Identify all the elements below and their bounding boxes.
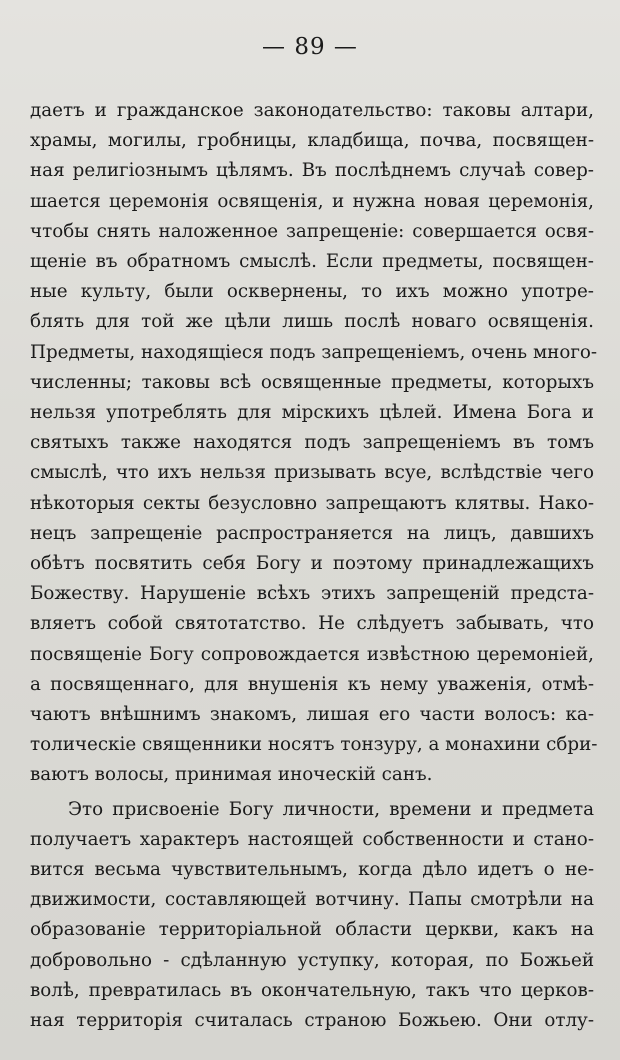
text-line: волѣ, превратилась въ окончательную, такъ что церков- bbox=[30, 979, 594, 1001]
text-line: ные культу, были осквернены, то ихъ можно употре- bbox=[30, 281, 594, 303]
text-line: а посвященнаго, для внушенія къ нему уваженія, отмѣ- bbox=[30, 673, 594, 695]
text-line: даетъ и гражданское законодательство: таковы алтари, bbox=[30, 100, 594, 121]
text-line: численны; таковы всѣ освященные предметы, которыхъ bbox=[30, 371, 594, 393]
text-line: ная территорія считалась страною Божьею. Они отлу- bbox=[30, 1010, 594, 1032]
text-line: шается церемонія освященія, и нужна новая церемонія, bbox=[30, 190, 594, 212]
text-line: ваютъ волосы, принимая иноческій санъ. bbox=[30, 764, 433, 786]
text-line: обѣтъ посвятить себя Богу и поэтому принадлежащихъ bbox=[30, 553, 594, 575]
text-line: вится весьма чувствительнымъ, когда дѣло идетъ о не- bbox=[30, 859, 594, 881]
text-line: Это присвоеніе Богу личности, времени и предмета bbox=[68, 798, 594, 820]
text-line: чтобы снять наложенное запрещеніе: совершается освя- bbox=[30, 220, 594, 242]
text-line: движимости, составляющей вотчину. Папы смотрѣли на bbox=[30, 889, 594, 911]
text-line: щеніе въ обратномъ смыслѣ. Если предметы, посвящен- bbox=[30, 251, 594, 273]
text-line: чаютъ внѣшнимъ знакомъ, лишая его части волосъ: ка- bbox=[30, 704, 594, 726]
text-line: Божеству. Нарушеніе всѣхъ этихъ запрещеній предста- bbox=[30, 583, 594, 605]
text-line: добровольно - сдѣланную уступку, которая, по Божьей bbox=[30, 949, 594, 971]
text-line: нельзя употреблять для мірскихъ цѣлей. Имена Бога и bbox=[30, 402, 594, 424]
text-line: храмы, могилы, гробницы, кладбища, почва, посвящен- bbox=[30, 130, 594, 152]
text-line: святыхъ также находятся подъ запрещеніемъ въ томъ bbox=[30, 432, 594, 454]
body-text bbox=[30, 96, 598, 1036]
text-line: нѣкоторыя секты безусловно запрещаютъ клятвы. Нако- bbox=[30, 492, 594, 514]
text-line: смыслѣ, что ихъ нельзя призывать всуе, вслѣдствіе чего bbox=[30, 462, 594, 484]
text-line: блять для той же цѣли лишь послѣ новаго освященія. bbox=[30, 311, 594, 333]
paragraph-2 bbox=[30, 795, 594, 1037]
text-line: нецъ запрещеніе распространяется на лицъ, давшихъ bbox=[30, 522, 594, 544]
text-line: Предметы, находящіеся подъ запрещеніемъ, очень много- bbox=[30, 341, 598, 363]
paragraph-1 bbox=[30, 96, 598, 791]
text-line: образованіе территоріальной области церкви, какъ на bbox=[30, 919, 594, 941]
text-line: посвященіе Богу сопровождается извѣстною церемоніей, bbox=[30, 643, 594, 665]
text-line: толическіе священники носятъ тонзуру, а монахини сбри- bbox=[30, 734, 598, 756]
text-line: вляетъ собой святотатство. Не слѣдуетъ забывать, что bbox=[30, 613, 594, 635]
text-line: получаетъ характеръ настоящей собственности и стано- bbox=[30, 828, 594, 850]
page-number: — 89 — bbox=[262, 34, 358, 60]
text-line: ная религіознымъ цѣлямъ. Въ послѣднемъ случаѣ совер- bbox=[30, 160, 594, 182]
